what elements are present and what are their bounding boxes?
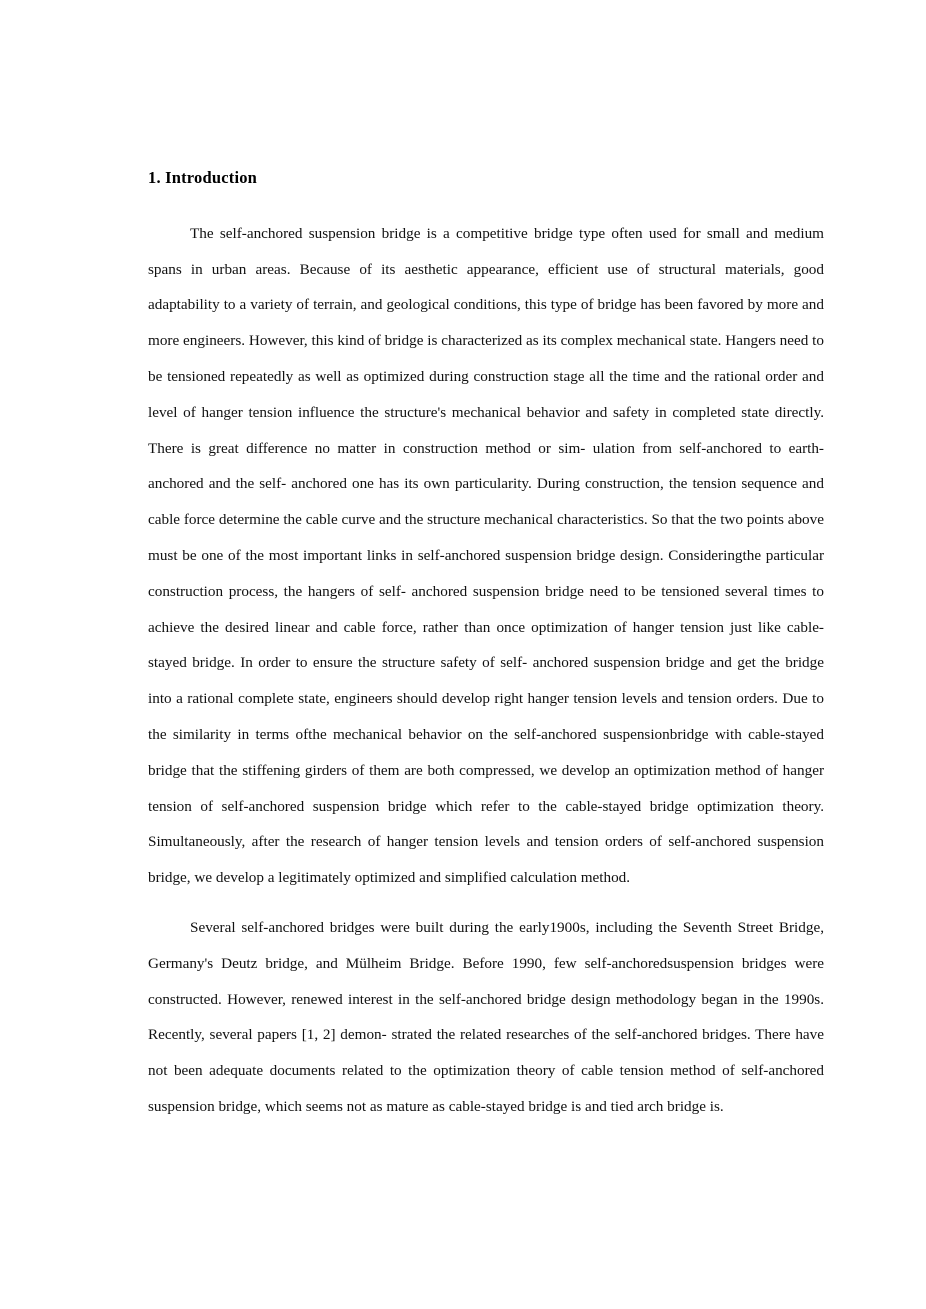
paragraph-2: Several self-anchored bridges were built during the early1900s, including the Seventh Street Bridge, Germany's Deutz bridge, and Mülheim Bridge. Before 1990, few self-anchoredsuspension bridges were constructed. However, renewed interest in the self-anchored bridge design methodology began in the 1990s. Recently, several papers [1, 2] demon- strated the related researches of the self-anchored bridges. There have not been adequate documents related to the optimization theory of cable tension method of self-anchored suspension bridge, which seems not as mature as cable-stayed bridge is and tied arch bridge is.	[148, 918, 824, 1115]
section-heading-introduction: 1. Introduction	[148, 168, 258, 187]
paragraph-1: The self-anchored suspension bridge is a competitive bridge type often used for small and medium spans in urban areas. Because of its aesthetic appearance, efficient use of structural materials, good adaptability to a variety of terrain, and geological conditions, this type of bridge has been favored by more and more engineers. However, this kind of bridge is characterized as its complex mechanical state. Hangers need to be tensioned repeatedly as well as optimized during construction stage all the time and the rational order and level of hanger tension influence the structure's mechanical behavior and safety in completed state directly. There is great difference no matter in construction method or sim- ulation from self-anchored to earth-anchored and the self- anchored one has its own particularity. During construction, the tension sequence and cable force determine the cable curve and the structure mechanical characteristics. So that the two points above must be one of the most important links in self-anchored suspension bridge design. Consideringthe particular construction process, the hangers of self- anchored suspension bridge need to be tensioned several times to achieve the desired linear and cable force, rather than once optimization of hanger tension just like cable- stayed bridge. In order to ensure the structure safety of self- anchored suspension bridge and get the bridge into a rational complete state, engineers should develop right hanger tension levels and tension orders. Due to the similarity in terms ofthe mechanical behavior on the self-anchored suspensionbridge with cable-stayed bridge that the stiffening girders of them are both compressed, we develop an optimization method of hanger tension of self-anchored suspension bridge which refer to the cable-stayed bridge optimization theory. Simultaneously, after the research of hanger tension levels and tension orders of self-anchored suspension bridge, we develop a legitimately optimized and simplified calculation method.	[148, 224, 824, 887]
page-content	[148, 168, 824, 1125]
